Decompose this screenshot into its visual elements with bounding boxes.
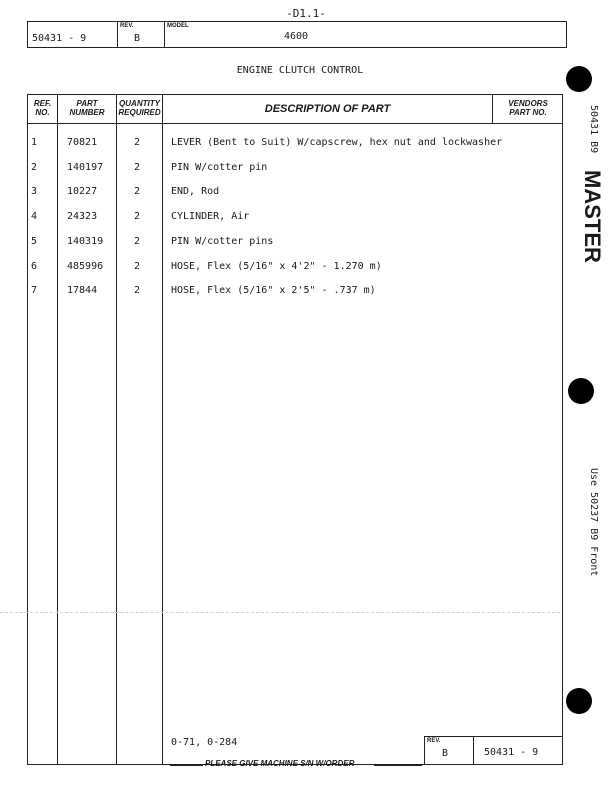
- table-row: [27, 156, 557, 180]
- part-number-cell: 485996: [67, 260, 104, 272]
- ref-no-cell: 7: [31, 285, 38, 297]
- use-note: Use 50237 B9 Front: [588, 468, 599, 577]
- header-vendors-part: VENDORS PART NO.: [508, 99, 548, 117]
- header-part-number: PART NUMBER: [69, 99, 105, 117]
- header-quantity: QUANTITY REQUIRED: [118, 99, 161, 117]
- description-cell: PIN W/cotter pins: [171, 235, 274, 247]
- description-cell: CYLINDER, Air: [171, 211, 250, 223]
- part-number-cell: 10227: [67, 186, 98, 198]
- description-cell: END, Rod: [171, 186, 220, 198]
- ref-no-cell: 6: [31, 260, 38, 272]
- table-row: [27, 180, 557, 204]
- scan-line: [0, 612, 560, 613]
- margin-code: 50431 B9: [588, 105, 599, 154]
- header-id-box: [27, 21, 567, 48]
- footer-part-number: 50431 - 9: [484, 747, 539, 758]
- description-cell: HOSE, Flex (5/16" x 4'2" - 1.270 m): [171, 260, 382, 272]
- part-number-cell: 70821: [67, 137, 98, 148]
- quantity-cell: 2: [134, 137, 141, 148]
- description-cell: LEVER (Bent to Suit) W/capscrew, hex nut and lockwasher: [171, 137, 503, 148]
- header-model-label: MODEL: [167, 23, 189, 29]
- header-ref-no: REF. NO.: [33, 99, 52, 117]
- header-part-number: 50431 - 9: [32, 33, 87, 44]
- footer-rev-value: B: [442, 748, 449, 759]
- part-number-cell: 140197: [67, 161, 104, 173]
- ref-no-cell: 5: [31, 235, 38, 247]
- quantity-cell: 2: [134, 211, 141, 223]
- punch-hole-middle: [568, 378, 594, 404]
- description-cell: HOSE, Flex (5/16" x 2'5" - .737 m): [171, 285, 376, 297]
- ref-no-cell: 4: [31, 211, 38, 223]
- ref-no-cell: 2: [31, 161, 38, 173]
- footer-id-box: [424, 736, 563, 765]
- serial-range: 0-71, 0-284: [171, 737, 238, 748]
- table-row: [27, 279, 557, 303]
- part-number-cell: 24323: [67, 211, 98, 223]
- footer-rev-label: REV.: [427, 738, 441, 744]
- quantity-cell: 2: [134, 235, 141, 247]
- description-cell: PIN W/cotter pin: [171, 161, 268, 173]
- quantity-cell: 2: [134, 260, 141, 272]
- ref-no-cell: 3: [31, 186, 38, 198]
- quantity-cell: 2: [134, 161, 141, 173]
- order-note: PLEASE GIVE MACHINE S/N W/ORDER: [205, 759, 355, 768]
- master-stamp: MASTER: [580, 170, 605, 263]
- punch-hole-top: [566, 66, 592, 92]
- table-row: [27, 230, 557, 254]
- page-title: ENGINE CLUTCH CONTROL: [236, 65, 364, 76]
- quantity-cell: 2: [134, 285, 141, 297]
- table-row: [27, 255, 557, 279]
- ref-no-cell: 1: [31, 137, 38, 148]
- table-row: [27, 131, 557, 155]
- header-description: DESCRIPTION OF PART: [264, 103, 391, 115]
- header-rev-value: B: [134, 33, 141, 44]
- table-row: [27, 205, 557, 229]
- part-number-cell: 17844: [67, 285, 98, 297]
- quantity-cell: 2: [134, 186, 141, 198]
- part-number-cell: 140319: [67, 235, 104, 247]
- page-code: -D1.1-: [286, 7, 326, 20]
- header-rev-label: REV.: [120, 23, 134, 29]
- header-model-value: 4600: [284, 31, 309, 42]
- punch-hole-bottom: [566, 688, 592, 714]
